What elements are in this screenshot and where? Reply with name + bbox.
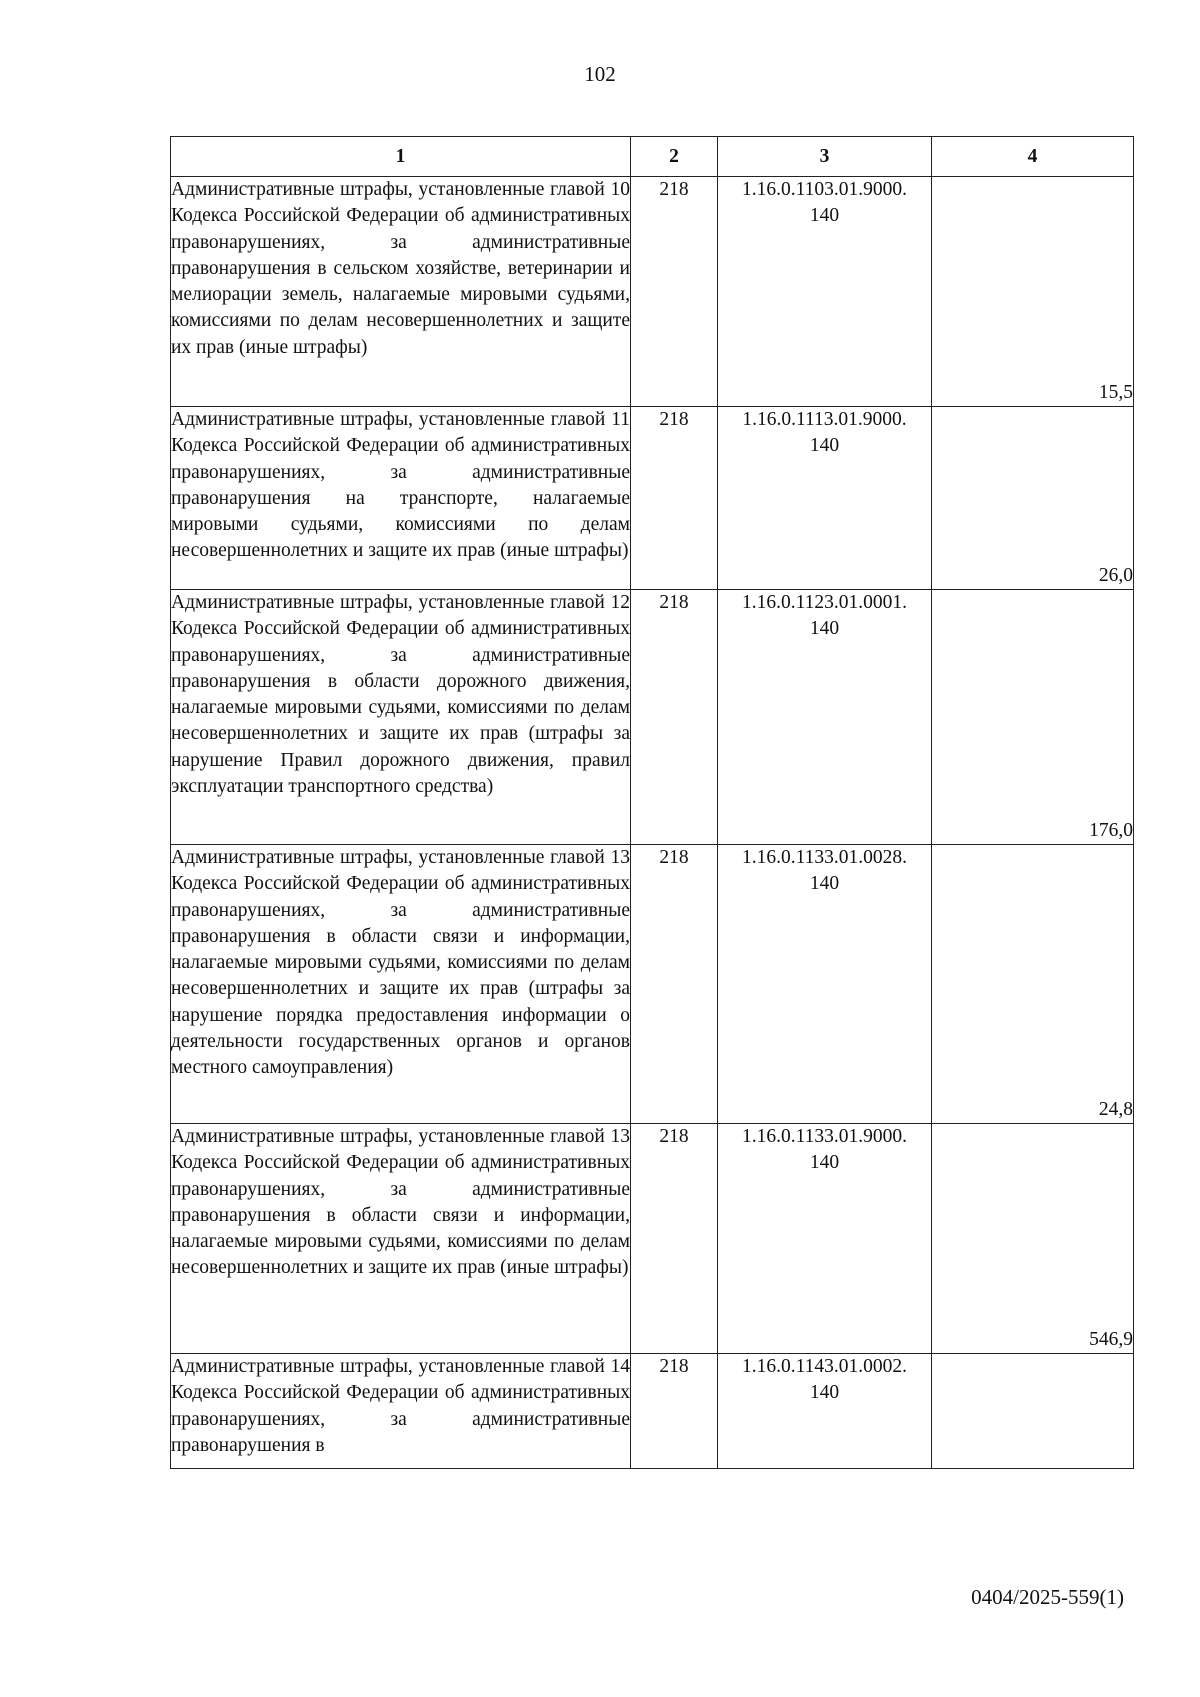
row-admin-code: 218 — [631, 1354, 718, 1469]
row-kbk-cell — [718, 845, 932, 1124]
row-kbk-line1: 1.16.0.1143.01.0002. — [741, 1356, 908, 1377]
row-admin-code: 218 — [631, 407, 718, 590]
row-kbk-line2: 140 — [809, 205, 840, 227]
row-kbk-line1: 1.16.0.1133.01.0028. — [741, 847, 908, 868]
row-description: Административные штрафы, установленные главой 13 Кодекса Российской Федерации об административных правонарушениях, за административные правонарушения в области связи и информации, налагаемые мировыми судьями, комиссиями по делам несовершеннолетних и защите их прав (иные штрафы) — [171, 1124, 631, 1354]
row-description: Административные штрафы, установленные главой 10 Кодекса Российской Федерации об административных правонарушениях, за административные правонарушения в сельском хозяйстве, ветеринарии и мелиорации земель, налагаемые мировыми судьями, комиссиями по делам несовершеннолетних и защите их прав (иные штрафы) — [171, 177, 631, 407]
row-admin-code: 218 — [631, 845, 718, 1124]
page-number: 102 — [584, 62, 616, 86]
table-row — [171, 1354, 1134, 1469]
header-col-1: 1 — [171, 137, 631, 177]
row-amount — [932, 1354, 1134, 1469]
table-row — [171, 845, 1134, 1124]
row-description: Административные штрафы, установленные главой 13 Кодекса Российской Федерации об административных правонарушениях, за административные правонарушения в области связи и информации, налагаемые мировыми судьями, комиссиями по делам несовершеннолетних и защите их прав (штрафы за нарушение порядка предоставления информации о деятельности государственных органов и органов местного самоуправления) — [171, 845, 631, 1124]
row-amount: 176,0 — [932, 590, 1134, 845]
row-kbk-cell — [718, 1124, 932, 1354]
row-amount: 26,0 — [932, 407, 1134, 590]
row-kbk-line2: 140 — [809, 1382, 840, 1404]
row-kbk-line1: 1.16.0.1133.01.9000. — [741, 1126, 908, 1147]
row-amount: 15,5 — [932, 177, 1134, 407]
row-kbk-line1: 1.16.0.1103.01.9000. — [741, 179, 908, 200]
row-amount: 24,8 — [932, 845, 1134, 1124]
row-kbk-cell — [718, 590, 932, 845]
row-admin-code: 218 — [631, 177, 718, 407]
row-kbk-line1: 1.16.0.1123.01.0001. — [741, 592, 908, 613]
budget-table — [170, 136, 1134, 1469]
row-description: Административные штрафы, установленные главой 12 Кодекса Российской Федерации об административных правонарушениях, за административные правонарушения в области дорожного движения, налагаемые мировыми судьями, комиссиями по делам несовершеннолетних и защите их прав (штрафы за нарушение Правил дорожного движения, правил эксплуатации транспортного средства) — [171, 590, 631, 845]
row-kbk-line2: 140 — [809, 435, 840, 457]
row-kbk-line2: 140 — [809, 1152, 840, 1174]
row-admin-code: 218 — [631, 590, 718, 845]
row-amount: 546,9 — [932, 1124, 1134, 1354]
row-admin-code: 218 — [631, 1124, 718, 1354]
row-kbk-cell — [718, 177, 932, 407]
table-row — [171, 407, 1134, 590]
row-kbk-line2: 140 — [809, 873, 840, 895]
table-header-row — [171, 137, 1134, 177]
table-row — [171, 1124, 1134, 1354]
table-row — [171, 177, 1134, 407]
header-col-2: 2 — [631, 137, 718, 177]
row-description: Административные штрафы, установленные главой 11 Кодекса Российской Федерации об административных правонарушениях, за административные правонарушения на транспорте, налагаемые мировыми судьями, комиссиями по делам несовершеннолетних и защите их прав (иные штрафы) — [171, 407, 631, 590]
document-id: 0404/2025-559(1) — [971, 1585, 1124, 1609]
row-kbk-cell — [718, 1354, 932, 1469]
header-col-3: 3 — [718, 137, 932, 177]
table-row — [171, 590, 1134, 845]
header-col-4: 4 — [932, 137, 1134, 177]
row-kbk-cell — [718, 407, 932, 590]
row-kbk-line2: 140 — [809, 618, 840, 640]
row-kbk-line1: 1.16.0.1113.01.9000. — [742, 409, 907, 430]
row-description: Административные штрафы, установленные главой 14 Кодекса Российской Федерации об административных правонарушениях, за административные правонарушения в — [171, 1354, 631, 1469]
